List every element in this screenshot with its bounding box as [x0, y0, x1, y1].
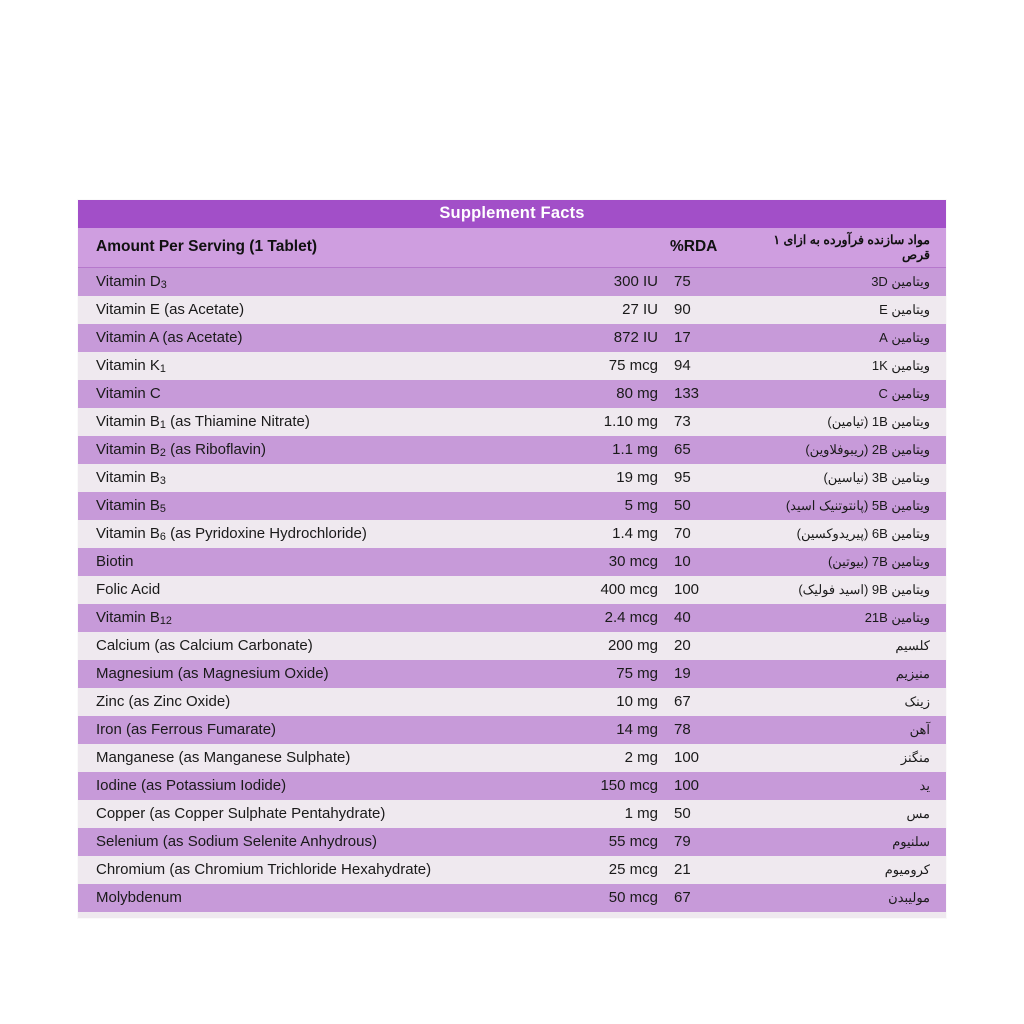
ingredient-amount: 50 mcg: [608, 889, 658, 906]
ingredient-rda: 50: [674, 497, 691, 514]
ingredient-amount: 150 mcg: [600, 777, 658, 794]
ingredient-name-farsi: مس: [906, 805, 930, 821]
ingredient-rda: 100: [674, 581, 700, 598]
ingredient-name: Chromium (as Chromium Trichloride Hexahydrate): [96, 861, 432, 878]
ingredient-rda: 40: [674, 609, 691, 626]
ingredient-name-farsi: ویتامین D3: [871, 273, 930, 289]
table-row: [78, 352, 946, 380]
ingredient-name-farsi: ویتامین K1: [871, 357, 930, 373]
ingredient-amount: 1 mg: [624, 805, 658, 822]
table-row: [78, 604, 946, 632]
ingredient-name-farsi: ید: [919, 777, 930, 793]
ingredient-rda: 100: [674, 777, 700, 794]
ingredient-name: Vitamin $B_2$ (as Riboflavin): [96, 441, 266, 460]
table-row: [78, 408, 946, 436]
ingredient-name-farsi: ویتامین A: [879, 329, 930, 345]
ingredient-name-farsi: آهن: [909, 721, 930, 737]
ingredient-rda: 78: [674, 721, 691, 738]
ingredient-amount: 200 mg: [607, 637, 658, 654]
ingredient-name: Biotin: [96, 553, 134, 570]
ingredient-amount: 75 mcg: [608, 357, 658, 374]
ingredient-amount: 5 mg: [624, 497, 658, 514]
ingredient-name: Zinc (as Zinc Oxide): [96, 693, 231, 710]
ingredient-amount: 2 mg: [624, 749, 658, 766]
ingredient-amount: 400 mcg: [600, 581, 658, 598]
table-row: [78, 632, 946, 660]
ingredient-name-farsi: ویتامین B5 (پانتوتنیک اسید): [785, 497, 930, 513]
ingredient-name-farsi: کرومیوم: [884, 861, 930, 877]
ingredient-amount: 1.1 mg: [612, 441, 658, 458]
ingredient-name-farsi: کلسیم: [895, 637, 930, 653]
ingredient-name: Molybdenum: [96, 889, 182, 906]
ingredient-name-farsi: زینک: [904, 693, 930, 709]
ingredient-name-farsi: منگنز: [900, 749, 930, 765]
header-rda: %RDA: [670, 238, 718, 255]
ingredient-name: Magnesium (as Magnesium Oxide): [96, 665, 329, 682]
ingredient-amount: 14 mg: [616, 721, 658, 738]
ingredient-name: Vitamin $D_3$: [96, 273, 167, 292]
table-row: [78, 744, 946, 772]
ingredient-name: Vitamin $B_1$ (as Thiamine Nitrate): [96, 413, 310, 432]
ingredient-rda: 100: [674, 749, 700, 766]
table-row: [78, 576, 946, 604]
ingredient-rda: 95: [674, 469, 691, 486]
ingredient-rda: 90: [674, 301, 691, 318]
ingredient-name: Vitamin E (as Acetate): [96, 301, 245, 318]
ingredient-name-farsi: ویتامین B7 (بیوتین): [827, 553, 930, 569]
ingredient-rda: 10: [674, 553, 691, 570]
ingredient-amount: 25 mcg: [608, 861, 658, 878]
ingredient-name: Manganese (as Manganese Sulphate): [96, 749, 351, 766]
header-amount-per-serving: Amount Per Serving (1 Tablet): [96, 238, 318, 255]
ingredient-name: Vitamin $B_5$: [96, 497, 166, 516]
ingredient-name-farsi: منیزیم: [895, 665, 930, 681]
supplement-facts-panel: [78, 200, 946, 918]
ingredient-amount: 2.4 mcg: [604, 609, 658, 626]
ingredient-name-farsi: مولیبدن: [888, 889, 930, 905]
table-row: [78, 492, 946, 520]
table-row: [78, 660, 946, 688]
table-row: [78, 324, 946, 352]
ingredient-rda: 17: [674, 329, 691, 346]
ingredient-name: Folic Acid: [96, 581, 161, 598]
ingredient-name-farsi: ویتامین B3 (نیاسین): [823, 469, 930, 485]
table-row: [78, 688, 946, 716]
ingredient-name: Iodine (as Potassium Iodide): [96, 777, 287, 794]
ingredient-amount: 300 IU: [613, 273, 658, 290]
ingredient-rda: 65: [674, 441, 691, 458]
ingredient-amount: 19 mg: [616, 469, 658, 486]
ingredient-name-farsi: سلنیوم: [892, 833, 930, 849]
ingredient-rows: [78, 268, 946, 912]
table-row: [78, 296, 946, 324]
ingredient-rda: 50: [674, 805, 691, 822]
header-farsi-label: مواد سازنده فرآورده به ازای ۱ قرص: [773, 233, 930, 262]
ingredient-amount: 30 mcg: [608, 553, 658, 570]
ingredient-name-farsi: ویتامین B2 (ریبوفلاوین): [805, 441, 930, 457]
ingredient-rda: 73: [674, 413, 691, 430]
ingredient-name: Vitamin $B_6$ (as Pyridoxine Hydrochloride): [96, 525, 367, 544]
table-row: [78, 772, 946, 800]
ingredient-name: Selenium (as Sodium Selenite Anhydrous): [96, 833, 377, 850]
ingredient-name-farsi: ویتامین B6 (پیریدوکسین): [796, 525, 930, 541]
table-row: [78, 268, 946, 296]
ingredient-rda: 75: [674, 273, 691, 290]
ingredient-name-farsi: ویتامین C: [878, 385, 930, 401]
table-row: [78, 884, 946, 912]
ingredient-rda: 21: [674, 861, 691, 878]
table-row: [78, 464, 946, 492]
ingredient-rda: 67: [674, 693, 691, 710]
ingredient-name-farsi: ویتامین B12: [864, 609, 930, 625]
panel-bottom-padding: [78, 912, 946, 918]
table-row: [78, 856, 946, 884]
ingredient-amount: 75 mg: [616, 665, 658, 682]
table-row: [78, 716, 946, 744]
ingredient-name: Vitamin A (as Acetate): [96, 329, 243, 346]
ingredient-amount: 55 mcg: [608, 833, 658, 850]
ingredient-rda: 133: [674, 385, 700, 402]
table-row: [78, 548, 946, 576]
ingredient-name: Calcium (as Calcium Carbonate): [96, 637, 313, 654]
table-row: [78, 520, 946, 548]
ingredient-rda: 67: [674, 889, 691, 906]
supplement-facts-title: Supplement Facts: [78, 200, 946, 228]
ingredient-name-farsi: ویتامین B9 (اسید فولیک): [798, 581, 930, 597]
ingredient-name: Vitamin $B_3$: [96, 469, 166, 488]
ingredient-rda: 19: [674, 665, 691, 682]
table-row: [78, 380, 946, 408]
table-header-row: [78, 228, 946, 268]
table-row: [78, 828, 946, 856]
ingredient-amount: 1.10 mg: [603, 413, 658, 430]
ingredient-amount: 10 mg: [616, 693, 658, 710]
ingredient-name: Vitamin $B_{12}$: [96, 609, 172, 628]
ingredient-amount: 27 IU: [622, 301, 658, 318]
ingredient-amount: 1.4 mg: [612, 525, 658, 542]
ingredient-rda: 20: [674, 637, 691, 654]
ingredient-name: Copper (as Copper Sulphate Pentahydrate): [96, 805, 386, 822]
ingredient-name: Iron (as Ferrous Fumarate): [96, 721, 277, 738]
ingredient-name: Vitamin $K_1$: [96, 357, 166, 376]
ingredient-name-farsi: ویتامین E: [879, 301, 930, 317]
ingredient-rda: 70: [674, 525, 691, 542]
table-row: [78, 800, 946, 828]
ingredient-amount: 872 IU: [613, 329, 658, 346]
ingredient-name: Vitamin C: [96, 385, 161, 402]
table-row: [78, 436, 946, 464]
ingredient-rda: 79: [674, 833, 691, 850]
ingredient-name-farsi: ویتامین B1 (تیامین): [827, 413, 930, 429]
ingredient-rda: 94: [674, 357, 691, 374]
ingredient-amount: 80 mg: [616, 385, 658, 402]
